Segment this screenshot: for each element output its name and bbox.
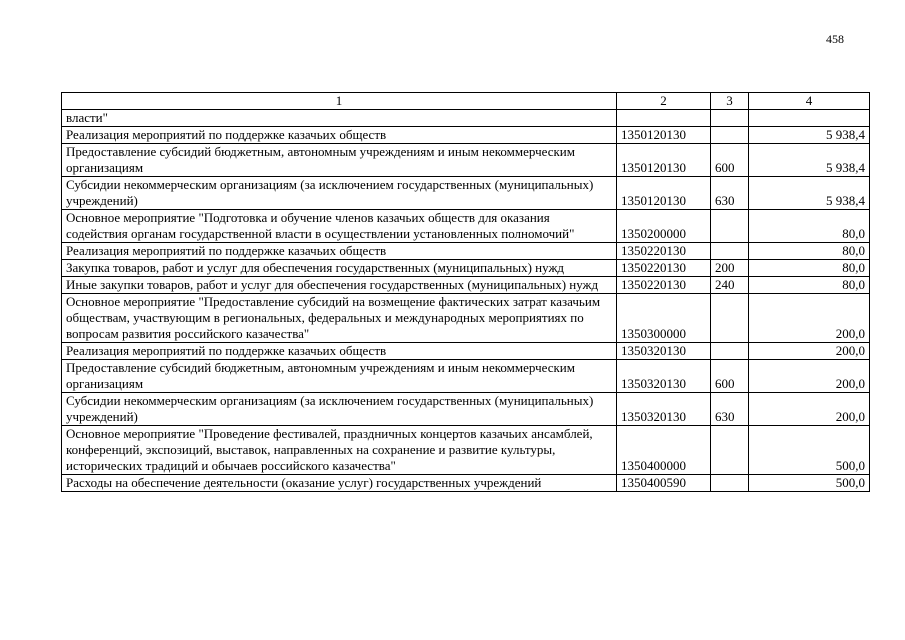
row-expense-type: [711, 110, 749, 127]
row-code: 1350220130: [617, 277, 711, 294]
row-code: 1350120130: [617, 127, 711, 144]
row-name: Закупка товаров, работ и услуг для обеспечения государственных (муниципальных) нужд: [62, 260, 617, 277]
row-name: Иные закупки товаров, работ и услуг для обеспечения государственных (муниципальных) нужд: [62, 277, 617, 294]
row-code: 1350400000: [617, 426, 711, 475]
row-name: Расходы на обеспечение деятельности (оказание услуг) государственных учреждений: [62, 475, 617, 492]
row-code: 1350320130: [617, 343, 711, 360]
row-expense-type: 240: [711, 277, 749, 294]
row-amount: 500,0: [749, 426, 870, 475]
row-amount: 5 938,4: [749, 127, 870, 144]
column-header: 3: [711, 93, 749, 110]
row-amount: 80,0: [749, 243, 870, 260]
budget-table: [61, 92, 870, 492]
row-amount: 5 938,4: [749, 177, 870, 210]
row-name: Реализация мероприятий по поддержке казачьих обществ: [62, 243, 617, 260]
row-amount: 80,0: [749, 277, 870, 294]
row-code: [617, 110, 711, 127]
row-expense-type: [711, 127, 749, 144]
row-expense-type: [711, 243, 749, 260]
table-row: [62, 177, 870, 210]
row-amount: 80,0: [749, 210, 870, 243]
row-expense-type: [711, 426, 749, 475]
page-number: 458: [826, 32, 844, 46]
table-row: [62, 210, 870, 243]
row-amount: [749, 110, 870, 127]
row-name: Субсидии некоммерческим организациям (за исключением государственных (муниципальных) учреждений): [62, 177, 617, 210]
table-row: [62, 127, 870, 144]
row-expense-type: [711, 210, 749, 243]
table-row: [62, 294, 870, 343]
row-expense-type: 600: [711, 360, 749, 393]
row-amount: 5 938,4: [749, 144, 870, 177]
row-name: Реализация мероприятий по поддержке казачьих обществ: [62, 343, 617, 360]
table-row: [62, 277, 870, 294]
row-expense-type: 630: [711, 393, 749, 426]
row-expense-type: [711, 294, 749, 343]
row-name: Основное мероприятие "Подготовка и обучение членов казачьих обществ для оказания содействия органам государственной власти в осуществлении установленных полномочий": [62, 210, 617, 243]
row-name: власти": [62, 110, 617, 127]
row-name: Основное мероприятие "Предоставление субсидий на возмещение фактических затрат казачьим обществам, участвующим в региональных, федеральных и международных мероприятиях по вопросам развития российского казачества": [62, 294, 617, 343]
table-header-row: [62, 93, 870, 110]
row-code: 1350120130: [617, 177, 711, 210]
row-expense-type: 630: [711, 177, 749, 210]
row-code: 1350200000: [617, 210, 711, 243]
column-header: 4: [749, 93, 870, 110]
row-code: 1350220130: [617, 243, 711, 260]
row-expense-type: 200: [711, 260, 749, 277]
table-row: [62, 360, 870, 393]
row-code: 1350320130: [617, 360, 711, 393]
row-expense-type: [711, 343, 749, 360]
row-code: 1350220130: [617, 260, 711, 277]
table-row: [62, 144, 870, 177]
table-row: [62, 243, 870, 260]
table-row: [62, 110, 870, 127]
row-amount: 200,0: [749, 360, 870, 393]
row-name: Предоставление субсидий бюджетным, автономным учреждениям и иным некоммерческим организациям: [62, 144, 617, 177]
column-header: 1: [62, 93, 617, 110]
row-name: Субсидии некоммерческим организациям (за исключением государственных (муниципальных) учреждений): [62, 393, 617, 426]
row-expense-type: [711, 475, 749, 492]
table-row: [62, 260, 870, 277]
row-name: Основное мероприятие "Проведение фестивалей, праздничных концертов казачьих ансамблей, конференций, экспозиций, выставок, направленных на сохранение и развитие культуры, исторических традиций и обычаев российского казачества": [62, 426, 617, 475]
table-row: [62, 426, 870, 475]
row-expense-type: 600: [711, 144, 749, 177]
row-code: 1350400590: [617, 475, 711, 492]
table-row: [62, 475, 870, 492]
row-code: 1350300000: [617, 294, 711, 343]
table-row: [62, 393, 870, 426]
row-amount: 200,0: [749, 343, 870, 360]
row-amount: 200,0: [749, 393, 870, 426]
row-code: 1350120130: [617, 144, 711, 177]
row-name: Предоставление субсидий бюджетным, автономным учреждениям и иным некоммерческим организациям: [62, 360, 617, 393]
column-header: 2: [617, 93, 711, 110]
row-code: 1350320130: [617, 393, 711, 426]
row-amount: 200,0: [749, 294, 870, 343]
table-row: [62, 343, 870, 360]
row-amount: 80,0: [749, 260, 870, 277]
row-amount: 500,0: [749, 475, 870, 492]
row-name: Реализация мероприятий по поддержке казачьих обществ: [62, 127, 617, 144]
